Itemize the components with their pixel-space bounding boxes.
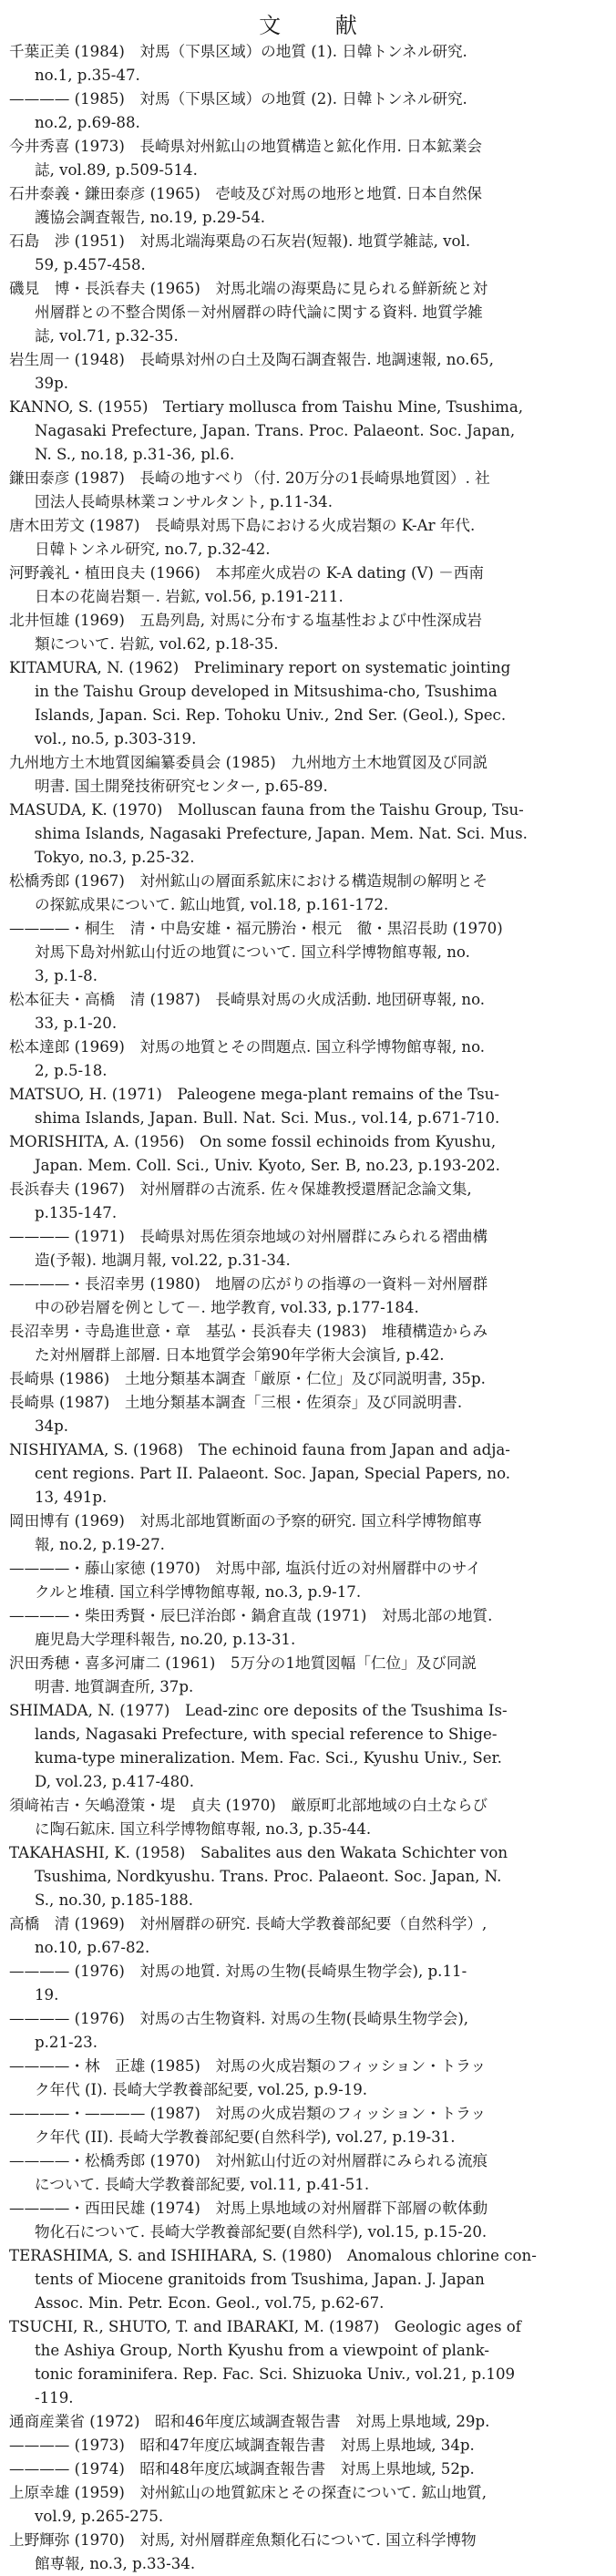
reference-entry [9,1083,605,1130]
reference-entry [9,1841,605,1912]
reference-line: 沢田秀穂・喜多河庸二 (1961) 5万分の1地質図幅「仁位」及び同説 [9,1654,477,1672]
reference-line: the Ashiya Group, North Kyushu from a viewpoint of plank- [35,2342,489,2359]
reference-line: ————・桐生 清・中島安雄・福元勝治・根元 徹・黒沼長助 (1970) [9,920,503,937]
reference-entry [9,2434,605,2458]
reference-entry [9,1652,605,1699]
reference-line: 類について. 岩鉱, vol.62, p.18-35. [35,635,279,653]
reference-entry [9,1130,605,1178]
reference-line: 13, 491p. [35,1489,108,1506]
reference-entry [9,562,605,609]
reference-line: KANNO, S. (1955) Tertiary mollusca from Taishu Mine, Tsushima, [9,398,524,416]
reference-line: Nagasaki Prefecture, Japan. Trans. Proc. Palaeont. Soc. Japan, [35,422,516,439]
reference-line: 千葉正美 (1984) 対馬（下県区域）の地質 (1). 日韓トンネル研究. [9,43,467,60]
reference-entry [9,1391,605,1438]
reference-line: ————・林 正雄 (1985) 対馬の火成岩類のフィッション・トラッ [9,2057,487,2075]
reference-line: 北井恒雄 (1969) 五島列島, 対馬に分布する塩基性および中性深成岩 [9,612,483,629]
reference-line: 須﨑祐吉・矢嶋澄策・堤 貞夫 (1970) 厳原町北部地域の白土ならび [9,1797,488,1814]
reference-line: in the Taishu Group developed in Mitsushima-cho, Tsushima [35,683,498,700]
reference-line: shima Islands, Nagasaki Prefecture, Japan. Mem. Nat. Sci. Mus. [35,825,528,842]
reference-line: 2, p.5-18. [35,1062,108,1079]
reference-line: た対州層群上部層. 日本地質学会第90年学術大会演旨, p.42. [35,1346,445,1364]
reference-entry [9,396,605,467]
reference-line: ————・藤山家徳 (1970) 対馬中部, 塩浜付近の対州層群中のサイ [9,1560,481,1577]
reference-line: 39p. [35,375,69,392]
reference-line: ———— (1973) 昭和47年度広域調査報告書 対馬上県地域, 34p. [9,2437,475,2454]
reference-line: no.10, p.67-82. [35,1939,150,1956]
reference-line: 岩生周一 (1948) 長崎県対州の白土及陶石調査報告. 地調速報, no.65, [9,351,494,368]
reference-line: ク年代 (I). 長崎大学教養部紀要, vol.25, p.9-19. [35,2081,368,2098]
reference-line: 石井泰義・鎌田泰彦 (1965) 壱岐及び対馬の地形と地質. 日本自然保 [9,185,483,202]
reference-entry [9,1036,605,1083]
reference-entry [9,917,605,988]
reference-line: 磯見 博・長浜春夫 (1965) 対馬北端の海栗島に見られる鮮新統と対 [9,280,488,297]
reference-line: ————・———— (1987) 対馬の火成岩類のフィッション・トラッ [9,2105,487,2122]
reference-line: TSUCHI, R., SHUTO, T. and IBARAKI, M. (1987) Geologic ages of [9,2318,521,2335]
reference-line: Tokyo, no.3, p.25-32. [35,849,195,866]
reference-line: ————・西田民雄 (1974) 対馬上県地域の対州層群下部層の軟体動 [9,2200,488,2217]
reference-entry [9,2149,605,2197]
reference-line: 報, no.2, p.19-27. [35,1536,165,1553]
reference-line: TERASHIMA, S. and ISHIHARA, S. (1980) Anomalous chlorine con- [9,2247,537,2264]
reference-line: ———— (1976) 対馬の古生物資料. 対馬の生物(長崎県生物学会), [9,2010,469,2027]
reference-line: Tsushima, Nordkyushu. Trans. Proc. Palaeont. Soc. Japan, N. [35,1868,502,1885]
reference-line: 明書. 国土開発技術研究センター, p.65-89. [35,778,328,795]
reference-line: no.2, p.69-88. [35,114,140,131]
reference-entry [9,514,605,562]
reference-line: ————・長沼幸男 (1980) 地層の広がりの指導の一資料－対州層群 [9,1275,488,1293]
reference-entry [9,2315,605,2410]
reference-entry [9,2102,605,2149]
reference-entry [9,1178,605,1225]
reference-line: ————・柴田秀賢・辰巳洋治郎・鍋倉直哉 (1971) 対馬北部の地質. [9,1607,493,1624]
reference-line: 長崎県 (1987) 土地分類基本調査「三根・佐須奈」及び同説明書. [9,1394,463,1411]
reference-line: 九州地方土木地質図編纂委員会 (1985) 九州地方土木地質図及び同説 [9,754,488,771]
reference-entry [9,870,605,917]
reference-line: 高橋 清 (1969) 対州層群の研究. 長崎大学教養部紀要（自然科学）, [9,1915,488,1932]
reference-entry [9,1367,605,1391]
reference-entry [9,2244,605,2315]
reference-line: Japan. Mem. Coll. Sci., Univ. Kyoto, Ser. B, no.23, p.193-202. [35,1157,500,1174]
reference-entry [9,2529,605,2576]
reference-line: 34p. [35,1417,69,1435]
reference-line: 19. [35,1986,59,2004]
reference-line: SHIMADA, N. (1977) Lead-zinc ore deposits of the Tsushima Is- [9,1702,508,1719]
reference-line: 長崎県 (1986) 土地分類基本調査「厳原・仁位」及び同説明書, 35p. [9,1370,486,1387]
reference-line: D, vol.23, p.417-480. [35,1773,194,1790]
reference-entry [9,2007,605,2055]
reference-line: 河野義礼・植田良夫 (1966) 本邦産火成岩の K-A dating (V) －西南 [9,564,484,582]
reference-line: ————・松橋秀郎 (1970) 対州鉱山付近の対州層群にみられる流痕 [9,2152,488,2169]
reference-entry [9,230,605,277]
reference-line: クルと堆積. 国立科学博物館専報, no.3, p.9-17. [35,1583,362,1601]
reference-line: lands, Nagasaki Prefecture, with special reference to Shige- [35,1726,498,1743]
reference-line: 唐木田芳文 (1987) 長崎県対馬下島における火成岩類の K-Ar 年代. [9,517,476,534]
reference-line: 日韓トンネル研究, no.7, p.32-42. [35,541,271,558]
reference-entry [9,1320,605,1367]
reference-entry [9,2458,605,2481]
reference-line: 長浜春夫 (1967) 対州層群の古流系. 佐々保雄教授還暦記念論文集, [9,1180,472,1198]
reference-line: Islands, Japan. Sci. Rep. Tohoku Univ., 2nd Ser. (Geol.), Spec. [35,706,507,724]
reference-entry [9,1960,605,2007]
reference-line: 上野輝弥 (1970) 対馬, 対州層群産魚類化石について. 国立科学博物 [9,2531,477,2549]
reference-line: 鹿児島大学理科報告, no.20, p.13-31. [35,1631,296,1648]
reference-line: shima Islands, Japan. Bull. Nat. Sci. Mus., vol.14, p.671-710. [35,1109,500,1127]
reference-entry [9,988,605,1036]
reference-entry [9,1794,605,1841]
reference-entry [9,2055,605,2102]
reference-entry [9,656,605,751]
reference-entry [9,2481,605,2529]
reference-line: ———— (1976) 対馬の地質. 対馬の生物(長崎県生物学会), p.11- [9,1963,467,1980]
reference-line: tonic foraminifera. Rep. Fac. Sci. Shizuoka Univ., vol.21, p.109 [35,2365,516,2383]
reference-line: 59, p.457-458. [35,256,146,273]
reference-line: 明書. 地質調査所, 37p. [35,1678,194,1695]
reference-entry [9,1510,605,1557]
reference-line: 誌, vol.89, p.509-514. [35,161,198,179]
reference-line: p.135-147. [35,1204,118,1221]
reference-line: 長沼幸男・寺島進世意・章 基弘・長浜春夫 (1983) 堆積構造からみ [9,1323,488,1340]
reference-line: N. S., no.18, p.31-36, pl.6. [35,446,235,463]
reference-line: 3, p.1-8. [35,967,98,984]
reference-line: 今井秀喜 (1973) 長崎県対州鉱山の地質構造と鉱化作用. 日本鉱業会 [9,138,483,155]
page-title: 文 献 [259,13,381,38]
reference-line: に陶石鉱床. 国立科学博物館専報, no.3, p.35-44. [35,1820,372,1838]
reference-line: の探鉱成果について. 鉱山地質, vol.18, p.161-172. [35,896,389,913]
reference-line: 日本の花崗岩類－. 岩鉱, vol.56, p.191-211. [35,588,344,605]
reference-line: MATSUO, H. (1971) Paleogene mega-plant remains of the Tsu- [9,1086,499,1103]
reference-line: 造(予報). 地調月報, vol.22, p.31-34. [35,1252,291,1269]
reference-line: ———— (1974) 昭和48年度広域調査報告書 対馬上県地域, 52p. [9,2460,475,2478]
reference-line: kuma-type mineralization. Mem. Fac. Sci., Kyushu Univ., Ser. [35,1749,502,1767]
reference-line: 鎌田泰彦 (1987) 長崎の地すべり（付. 20万分の1長崎県地質図）. 社 [9,469,490,487]
reference-line: MASUDA, K. (1970) Molluscan fauna from the Taishu Group, Tsu- [9,801,524,819]
reference-line: ———— (1985) 対馬（下県区域）の地質 (2). 日韓トンネル研究. [9,90,467,108]
reference-line: 通商産業省 (1972) 昭和46年度広域調査報告書 対馬上県地域, 29p. [9,2413,490,2430]
reference-line: 護協会調査報告, no.19, p.29-54. [35,209,266,226]
reference-line: 誌, vol.71, p.32-35. [35,327,179,345]
reference-entry [9,1225,605,1273]
reference-entry [9,348,605,396]
reference-entry [9,135,605,182]
reference-line: ———— (1971) 長崎県対馬佐須奈地域の対州層群にみられる褶曲構 [9,1228,488,1245]
reference-entry [9,1438,605,1510]
reference-line: Assoc. Min. Petr. Econ. Geol., vol.75, p.62-67. [35,2294,385,2312]
reference-line: tents of Miocene granitoids from Tsushima, Japan. J. Japan [35,2271,485,2288]
reference-line: 岡田博有 (1969) 対馬北部地質断面の予察的研究. 国立科学博物館専 [9,1512,483,1530]
reference-line: MORISHITA, A. (1956) On some fossil echinoids from Kyushu, [9,1133,497,1150]
reference-entry [9,1557,605,1604]
reference-line: 上原幸雄 (1959) 対州鉱山の地質鉱床とその探査について. 鉱山地質, [9,2484,487,2501]
reference-entry [9,1604,605,1652]
reference-entry [9,1699,605,1794]
reference-entry [9,182,605,230]
reference-line: 33, p.1-20. [35,1015,118,1032]
reference-line: S., no.30, p.185-188. [35,1891,194,1909]
reference-line: 州層群との不整合関係－対州層群の時代論に関する資料. 地質学雑 [35,304,483,321]
reference-line: TAKAHASHI, K. (1958) Sabalites aus den Wakata Schichter von [9,1844,508,1861]
reference-line: 石島 渉 (1951) 対馬北端海栗島の石灰岩(短報). 地質学雑誌, vol. [9,232,471,250]
reference-line: 対馬下島対州鉱山付近の地質について. 国立科学博物館専報, no. [35,943,470,961]
reference-line: ク年代 (II). 長崎大学教養部紀要(自然科学), vol.27, p.19-31. [35,2128,456,2146]
reference-entry [9,2410,605,2434]
reference-line: cent regions. Part II. Palaeont. Soc. Japan, Special Papers, no. [35,1465,511,1482]
reference-line: 中の砂岩層を例として－. 地学教育, vol.33, p.177-184. [35,1299,419,1316]
reference-line: KITAMURA, N. (1962) Preliminary report on systematic jointing [9,659,511,676]
reference-line: 松本達郎 (1969) 対馬の地質とその問題点. 国立科学博物館専報, no. [9,1038,486,1056]
reference-entry [9,2197,605,2244]
reference-line: NISHIYAMA, S. (1968) The echinoid fauna from Japan and adja- [9,1441,510,1458]
reference-line: 松橋秀郎 (1967) 対州鉱山の層面系鉱床における構造規制の解明とそ [9,872,488,890]
reference-entry [9,40,605,88]
reference-line: 館専報, no.3, p.33-34. [35,2555,196,2572]
reference-line: 団法人長崎県林業コンサルタント, p.11-34. [35,493,333,510]
reference-entry [9,751,605,799]
reference-entry [9,88,605,135]
reference-line: について. 長崎大学教養部紀要, vol.11, p.41-51. [35,2176,370,2193]
reference-line: 物化石について. 長崎大学教養部紀要(自然科学), vol.15, p.15-20. [35,2223,488,2241]
reference-line: p.21-23. [35,2034,98,2051]
reference-line: no.1, p.35-47. [35,67,140,84]
reference-entry [9,1273,605,1320]
reference-entry [9,799,605,870]
reference-line: vol.9, p.265-275. [35,2508,164,2525]
reference-line: -119. [35,2389,74,2406]
reference-entry [9,609,605,656]
reference-entry [9,467,605,514]
reference-entry [9,1912,605,1960]
reference-entry [9,277,605,348]
reference-line: 松本征夫・高橋 清 (1987) 長崎県対馬の火成活動. 地団研専報, no. [9,991,486,1008]
reference-line: vol., no.5, p.303-319. [35,730,197,747]
